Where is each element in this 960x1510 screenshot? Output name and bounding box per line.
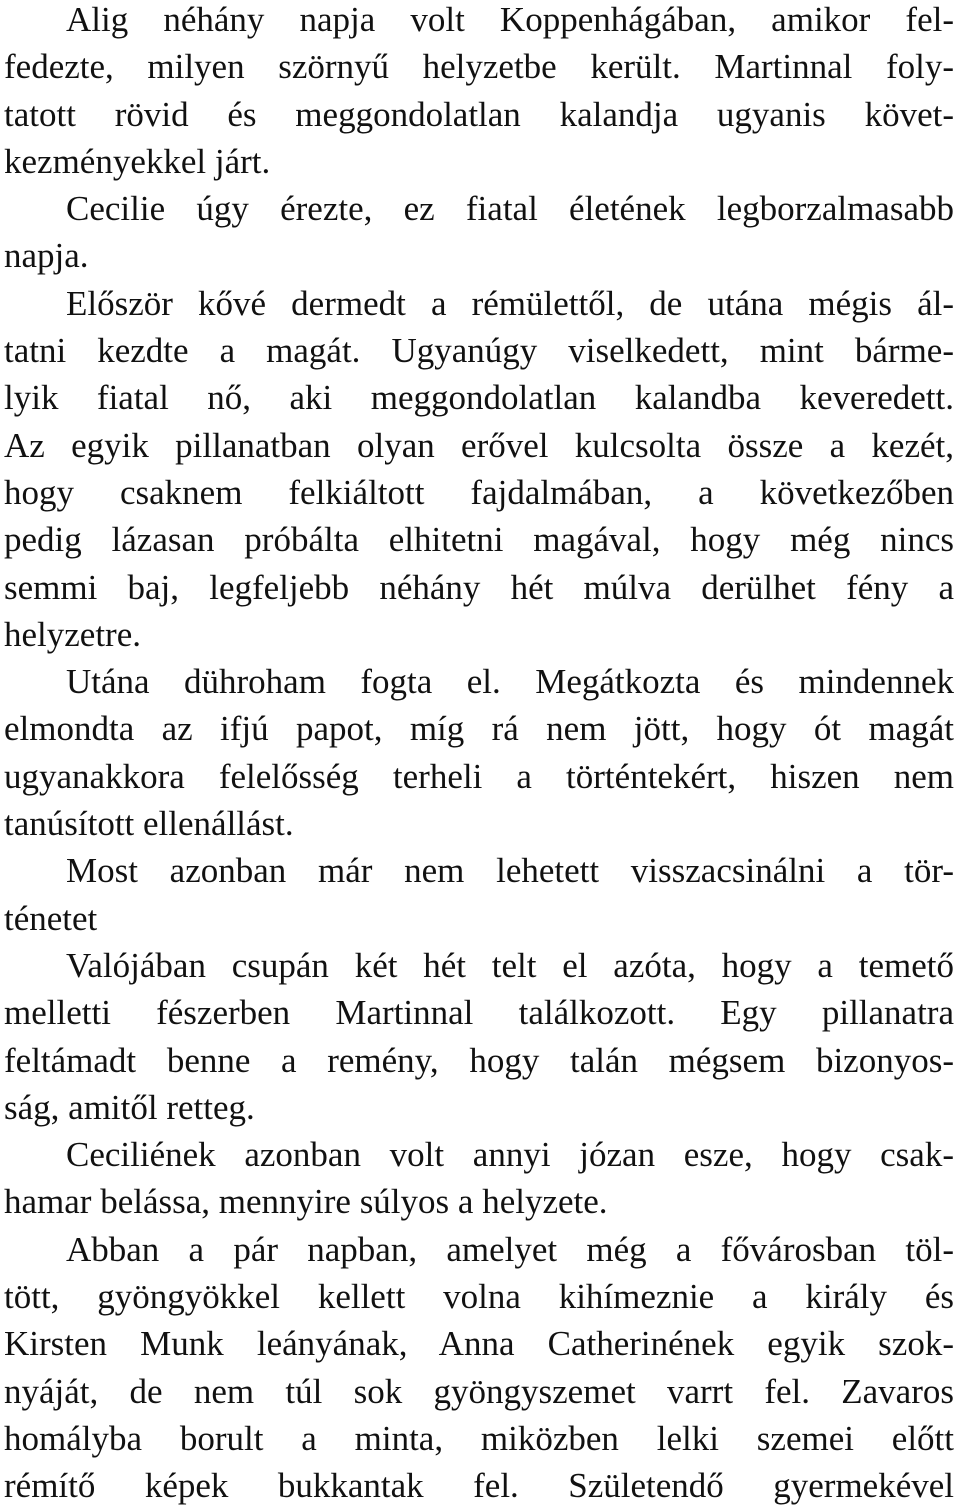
text-line: tatott rövid és meggondolatlan kalandja ugyanis követ- (4, 94, 954, 134)
text-line: ténetet (4, 898, 98, 938)
text-line: nyáját, de nem túl sok gyöngyszemet varrt fel. Zavaros (4, 1371, 954, 1411)
text-line: fedezte, milyen szörnyű helyzetbe került. Martinnal foly- (4, 47, 954, 87)
text-line: elmondta az ifjú papot, míg rá nem jött, hogy ót magát (4, 709, 954, 749)
text-line: lyik fiatal nő, aki meggondolatlan kalandba keveredett. (4, 378, 954, 418)
text-line: Utána dühroham fogta el. Megátkozta és mindennek (66, 662, 954, 702)
text-line: helyzetre. (4, 614, 141, 654)
text-line: ugyanakkora felelősség terheli a történtekért, hiszen nem (4, 756, 954, 796)
text-line: kezményekkel járt. (4, 141, 271, 181)
text-line: Abban a pár napban, amelyet még a fővárosban töl- (66, 1229, 954, 1269)
text-line: hogy csaknem felkiáltott fajdalmában, a következőben (4, 472, 954, 512)
text-line: rémítő képek bukkantak fel. Születendő gyermekével (4, 1466, 954, 1506)
text-line: tatni kezdte a magát. Ugyanúgy viselkedett, mint bárme- (4, 331, 954, 371)
text-line: Cecilie úgy érezte, ez fiatal életének legborzalmasabb (66, 189, 954, 229)
text-line: tött, gyöngyökkel kellett volna kihímeznie a király és (4, 1277, 954, 1317)
text-line: pedig lázasan próbálta elhitetni magával, hogy még nincs (4, 520, 954, 560)
text-line: melletti fészerben Martinnal találkozott. Egy pillanatra (4, 993, 954, 1033)
text-line: Alig néhány napja volt Koppenhágában, amikor fel- (66, 0, 954, 39)
text-line: Ceciliének azonban volt annyi józan esze, hogy csak- (66, 1135, 954, 1175)
text-line: hamar belássa, mennyire súlyos a helyzete. (4, 1182, 608, 1222)
text-line: napja. (4, 236, 89, 276)
text-line: semmi baj, legfeljebb néhány hét múlva derülhet fény a (4, 567, 954, 607)
text-line: homályba borult a minta, miközben lelki szemei előtt (4, 1418, 954, 1458)
text-line: Kirsten Munk leányának, Anna Catherinének egyik szok- (4, 1324, 954, 1364)
text-line: Most azonban már nem lehetett visszacsinálni a tör- (66, 851, 954, 891)
text-line: Először kővé dermedt a rémülettől, de utána mégis ál- (66, 283, 954, 323)
text-line: Valójában csupán két hét telt el azóta, hogy a temető (66, 945, 954, 985)
text-line: feltámadt benne a remény, hogy talán mégsem bizonyos- (4, 1040, 954, 1080)
text-line: ság, amitől retteg. (4, 1087, 255, 1127)
text-line: Az egyik pillanatban olyan erővel kulcsolta össze a kezét, (4, 425, 954, 465)
text-line: tanúsított ellenállást. (4, 804, 294, 844)
